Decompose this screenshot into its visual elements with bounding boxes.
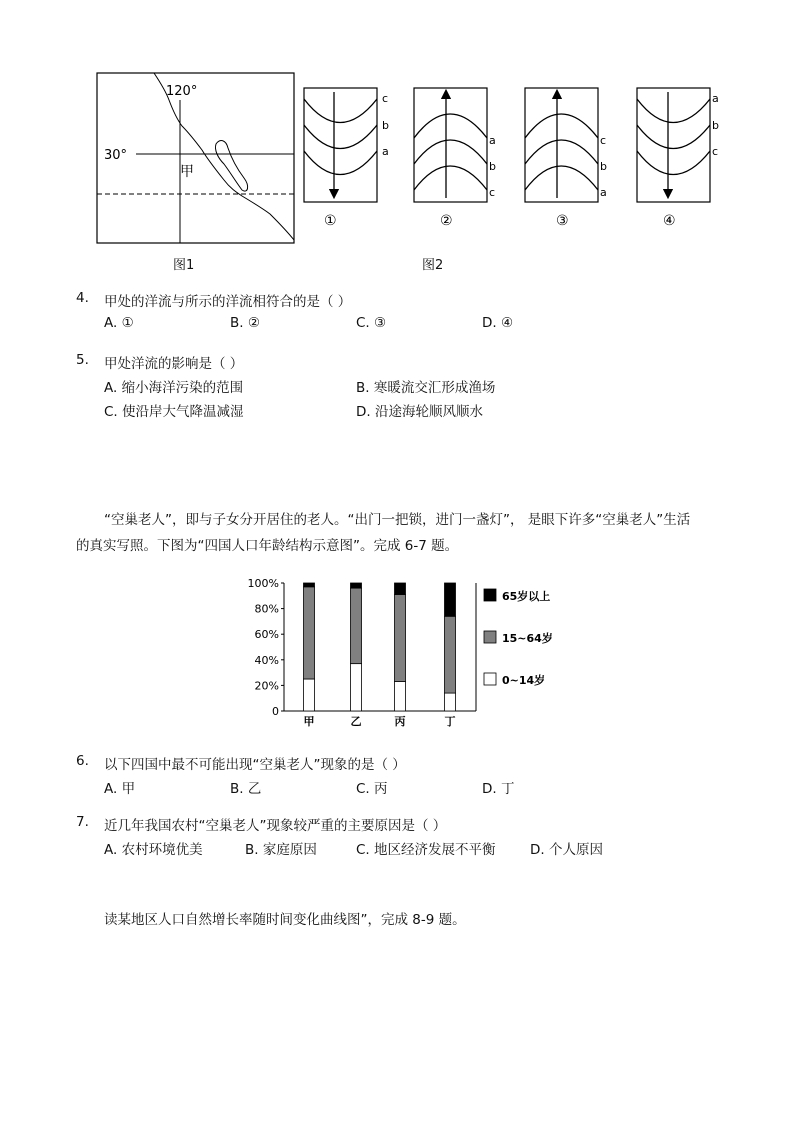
legend-label-2: 65岁以上 (502, 590, 551, 603)
q7-option-d[interactable]: D. 个人原因 (530, 842, 603, 858)
q5-stem: 甲处洋流的影响是（ ） (104, 356, 244, 372)
bar-segment-甲-2 (304, 583, 315, 587)
y-tick-label: 0 (272, 705, 279, 718)
panel-3-label-bottom: a (600, 186, 607, 199)
q7-option-c[interactable]: C. 地区经济发展不平衡 (356, 842, 496, 858)
legend-label-0: 0~14岁 (502, 674, 546, 687)
q6-option-b[interactable]: B. 乙 (230, 781, 262, 797)
q5-option-c[interactable]: C. 使沿岸大气降温减湿 (104, 404, 244, 420)
q4-stem: 甲处的洋流与所示的洋流相符合的是（ ） (104, 294, 352, 310)
bar-segment-丙-1 (395, 595, 406, 682)
bar-segment-丁-1 (445, 616, 456, 693)
panel-1-label-top: c (382, 92, 389, 105)
q4-option-c[interactable]: C. ③ (356, 315, 387, 331)
figure2-caption: 图2 (422, 258, 444, 273)
panel-4-label-mid: b (712, 119, 719, 132)
chart-bars (304, 583, 456, 711)
figure1-map (96, 72, 296, 245)
y-tick-label: 40% (254, 653, 279, 667)
panel-2-number: ② (440, 213, 453, 229)
bar-segment-乙-0 (351, 664, 362, 711)
bar-segment-乙-2 (351, 583, 362, 588)
panel-4 (637, 88, 719, 229)
bar-segment-丁-0 (445, 693, 456, 711)
x-tick-label: 乙 (350, 715, 362, 728)
y-tick-label: 60% (254, 628, 279, 642)
lat-label: 30° (104, 148, 128, 163)
y-tick-label: 100% (247, 577, 279, 590)
panel-4-label-bottom: c (712, 145, 719, 158)
passage1-line2: 的真实写照。下图为“四国人口年龄结构示意图”。完成 6-7 题。 (76, 538, 459, 554)
chart-legend (484, 589, 553, 687)
legend-swatch-1 (484, 631, 496, 643)
legend-label-1: 15~64岁 (502, 632, 553, 645)
panel-2-label-bottom: c (489, 186, 496, 199)
panel-2 (414, 88, 496, 229)
figure2-panels (298, 82, 728, 234)
legend-swatch-2 (484, 589, 496, 601)
bar-segment-乙-1 (351, 588, 362, 664)
bar-segment-甲-1 (304, 587, 315, 679)
q4-number: 4. (76, 290, 89, 306)
q5-option-b[interactable]: B. 寒暖流交汇形成渔场 (356, 380, 496, 396)
q7-option-b[interactable]: B. 家庭原因 (245, 842, 317, 858)
y-tick-label: 20% (254, 679, 279, 693)
bar-segment-丙-0 (395, 682, 406, 711)
q6-number: 6. (76, 753, 89, 769)
y-tick-label: 80% (254, 602, 279, 616)
panel-3 (525, 88, 607, 229)
panel-4-label-top: a (712, 92, 719, 105)
q6-option-a[interactable]: A. 甲 (104, 781, 136, 797)
bar-segment-丁-2 (445, 583, 456, 616)
place-label: 甲 (180, 164, 194, 180)
legend-swatch-0 (484, 673, 496, 685)
q4-option-d[interactable]: D. ④ (482, 315, 514, 331)
population-chart (240, 572, 570, 728)
q5-option-d[interactable]: D. 沿途海轮顺风顺水 (356, 404, 483, 420)
x-tick-label: 丁 (444, 715, 456, 728)
lon-label: 120° (166, 84, 198, 99)
q5-option-a[interactable]: A. 缩小海洋污染的范围 (104, 380, 244, 396)
bar-segment-丙-2 (395, 583, 406, 595)
q6-option-c[interactable]: C. 丙 (356, 781, 388, 797)
panel-1-label-mid: b (382, 119, 389, 132)
panel-3-label-top: c (600, 134, 607, 147)
q4-option-a[interactable]: A. ① (104, 315, 134, 331)
q4-option-b[interactable]: B. ② (230, 315, 260, 331)
bar-segment-甲-0 (304, 679, 315, 711)
passage1-line1: “空巢老人”，即与子女分开居住的老人。“出门一把锁，进门一盏灯”， 是眼下许多“空巢老人”生活 (104, 512, 691, 528)
figure1-caption: 图1 (173, 258, 195, 273)
q7-number: 7. (76, 814, 89, 830)
q6-stem: 以下四国中最不可能出现“空巢老人”现象的是（ ） (104, 757, 406, 773)
q6-option-d[interactable]: D. 丁 (482, 781, 515, 797)
q7-option-a[interactable]: A. 农村环境优美 (104, 842, 203, 858)
passage2-line1: 读某地区人口自然增长率随时间变化曲线图”，完成 8-9 题。 (104, 912, 466, 928)
panel-3-label-mid: b (600, 160, 607, 173)
x-tick-label: 甲 (303, 715, 315, 728)
panel-2-label-mid: b (489, 160, 496, 173)
q5-number: 5. (76, 352, 89, 368)
panel-3-number: ③ (556, 213, 569, 229)
panel-1-label-bottom: a (382, 145, 389, 158)
panel-4-number: ④ (663, 213, 676, 229)
q7-stem: 近几年我国农村“空巢老人”现象较严重的主要原因是（ ） (104, 818, 447, 834)
panel-1-number: ① (324, 213, 337, 229)
x-tick-label: 丙 (394, 715, 406, 728)
panel-2-label-top: a (489, 134, 496, 147)
panel-1 (304, 88, 389, 229)
